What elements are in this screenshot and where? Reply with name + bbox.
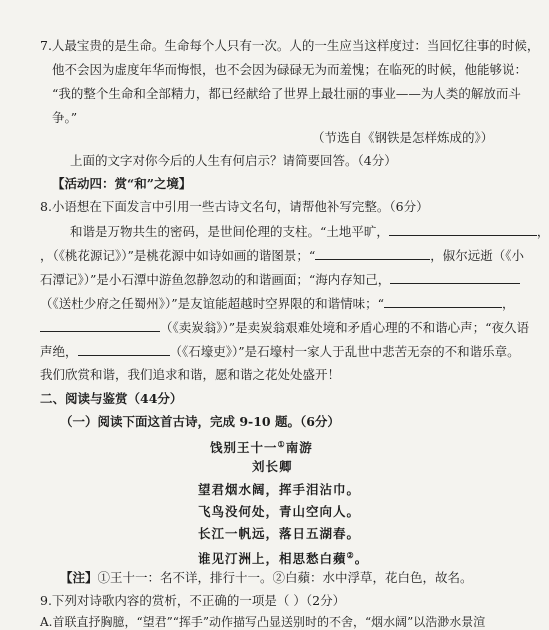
q8-text: 声绝， [40,344,78,359]
q8-line-7: 我们欣赏和谐，我们追求和谐，愿和谐之花处处盛开！ [40,367,341,382]
q8-text: （《送杜少府之任蜀州》）”是友谊能超越时空界限的和谐情味；“ [40,296,385,311]
q9-option-a-line-1: A.首联直抒胸臆，“望君”“挥手”动作描写凸显送别时的不舍，“烟水阔”以浩渺水景渲 [40,615,486,629]
poem-line-4: 谁见汀洲上，相思愁白蘋②。 [198,551,369,567]
q8-text: （《石壕吏》）”是石壕村一家人于乱世中悲苦无奈的不和谐乐章。 [169,344,520,359]
q9-title: 9.下列对诗歌内容的赏析，不正确的一项是（ ）（2分） [40,593,346,608]
q8-text: ，（《桃花源记》）”是桃花源中如诗如画的谐图景；“ [40,248,316,263]
q7-line-2: 他不会因为虚度年华而悔恨，也不会因为碌碌无为而羞愧；在临死的时候，他能够说： [52,62,528,77]
part-1-heading: （一）阅读下面这首古诗，完成 9-10 题。（6分） [60,414,340,429]
answer-blank[interactable] [384,295,502,308]
q8-line-5 [40,319,529,336]
answer-blank[interactable] [78,343,170,356]
q7-line-1: 7.人最宝贵的是生命。生命每个人只有一次。人的一生应当这样度过：当回忆往事的时候， [40,38,540,53]
q8-text: 石潭记》）”是小石潭中游鱼忽静忽动的和谐画面；“海内存知己， [40,272,391,287]
q7-line-3: “我的整个生命和全部精力，都已经献给了世界上最壮丽的事业——为人类的解放而斗 [52,86,521,101]
answer-blank[interactable] [315,247,430,260]
activity-4-heading: 【活动四：赏“和”之境】 [52,176,192,191]
poem-note [60,570,473,586]
q8-line-6 [40,343,520,360]
q8-line-1: 和谐是万物共生的密码，是世间伦理的支柱。“土地平旷， ， [70,224,549,239]
q8-text: 和谐是万物共生的密码，是世间伦理的支柱。“土地平旷， [70,224,389,239]
q8-line-4: （《送杜少府之任蜀州》）”是友谊能超越时空界限的和谐情味；“ ， [40,296,515,311]
poem-line-1: 望君烟水阔，挥手泪沾巾。 [198,482,361,497]
q7-line-4: 争。” [52,110,78,125]
q8-line-2 [40,247,524,264]
answer-blank[interactable] [389,223,537,236]
q8-text: （《卖炭翁》）”是卖炭翁艰难处境和矛盾心理的不和谐心声；“夜久语 [160,320,530,335]
q7-question: 上面的文字对你今后的人生有何启示？请简要回答。（4分） [70,153,397,168]
poem-line-2: 飞鸟没何处，青山空向人。 [198,504,361,519]
poem-line-3: 长江一帆远，落日五湖春。 [198,526,361,541]
q8-title: 8.小语想在下面发言中引用一些古诗文名句，请帮他补写完整。（6分） [40,199,429,214]
q7-source: （节选自《钢铁是怎样炼成的》） [312,130,494,145]
poem-title: 饯别王十一①南游 [210,440,313,456]
answer-blank[interactable] [40,319,160,332]
answer-blank[interactable] [390,271,520,284]
section-2-heading: 二、阅读与鉴赏（44分） [40,391,183,406]
note-label: 【注】 [60,570,98,585]
q8-text: ，俶尔远逝（《小 [430,248,525,263]
q8-line-3 [40,271,520,288]
note-text: ①王十一：名不详，排行十一。②白蘋：水中浮草，花白色，故名。 [97,570,473,585]
poem-author: 刘长卿 [252,459,293,474]
